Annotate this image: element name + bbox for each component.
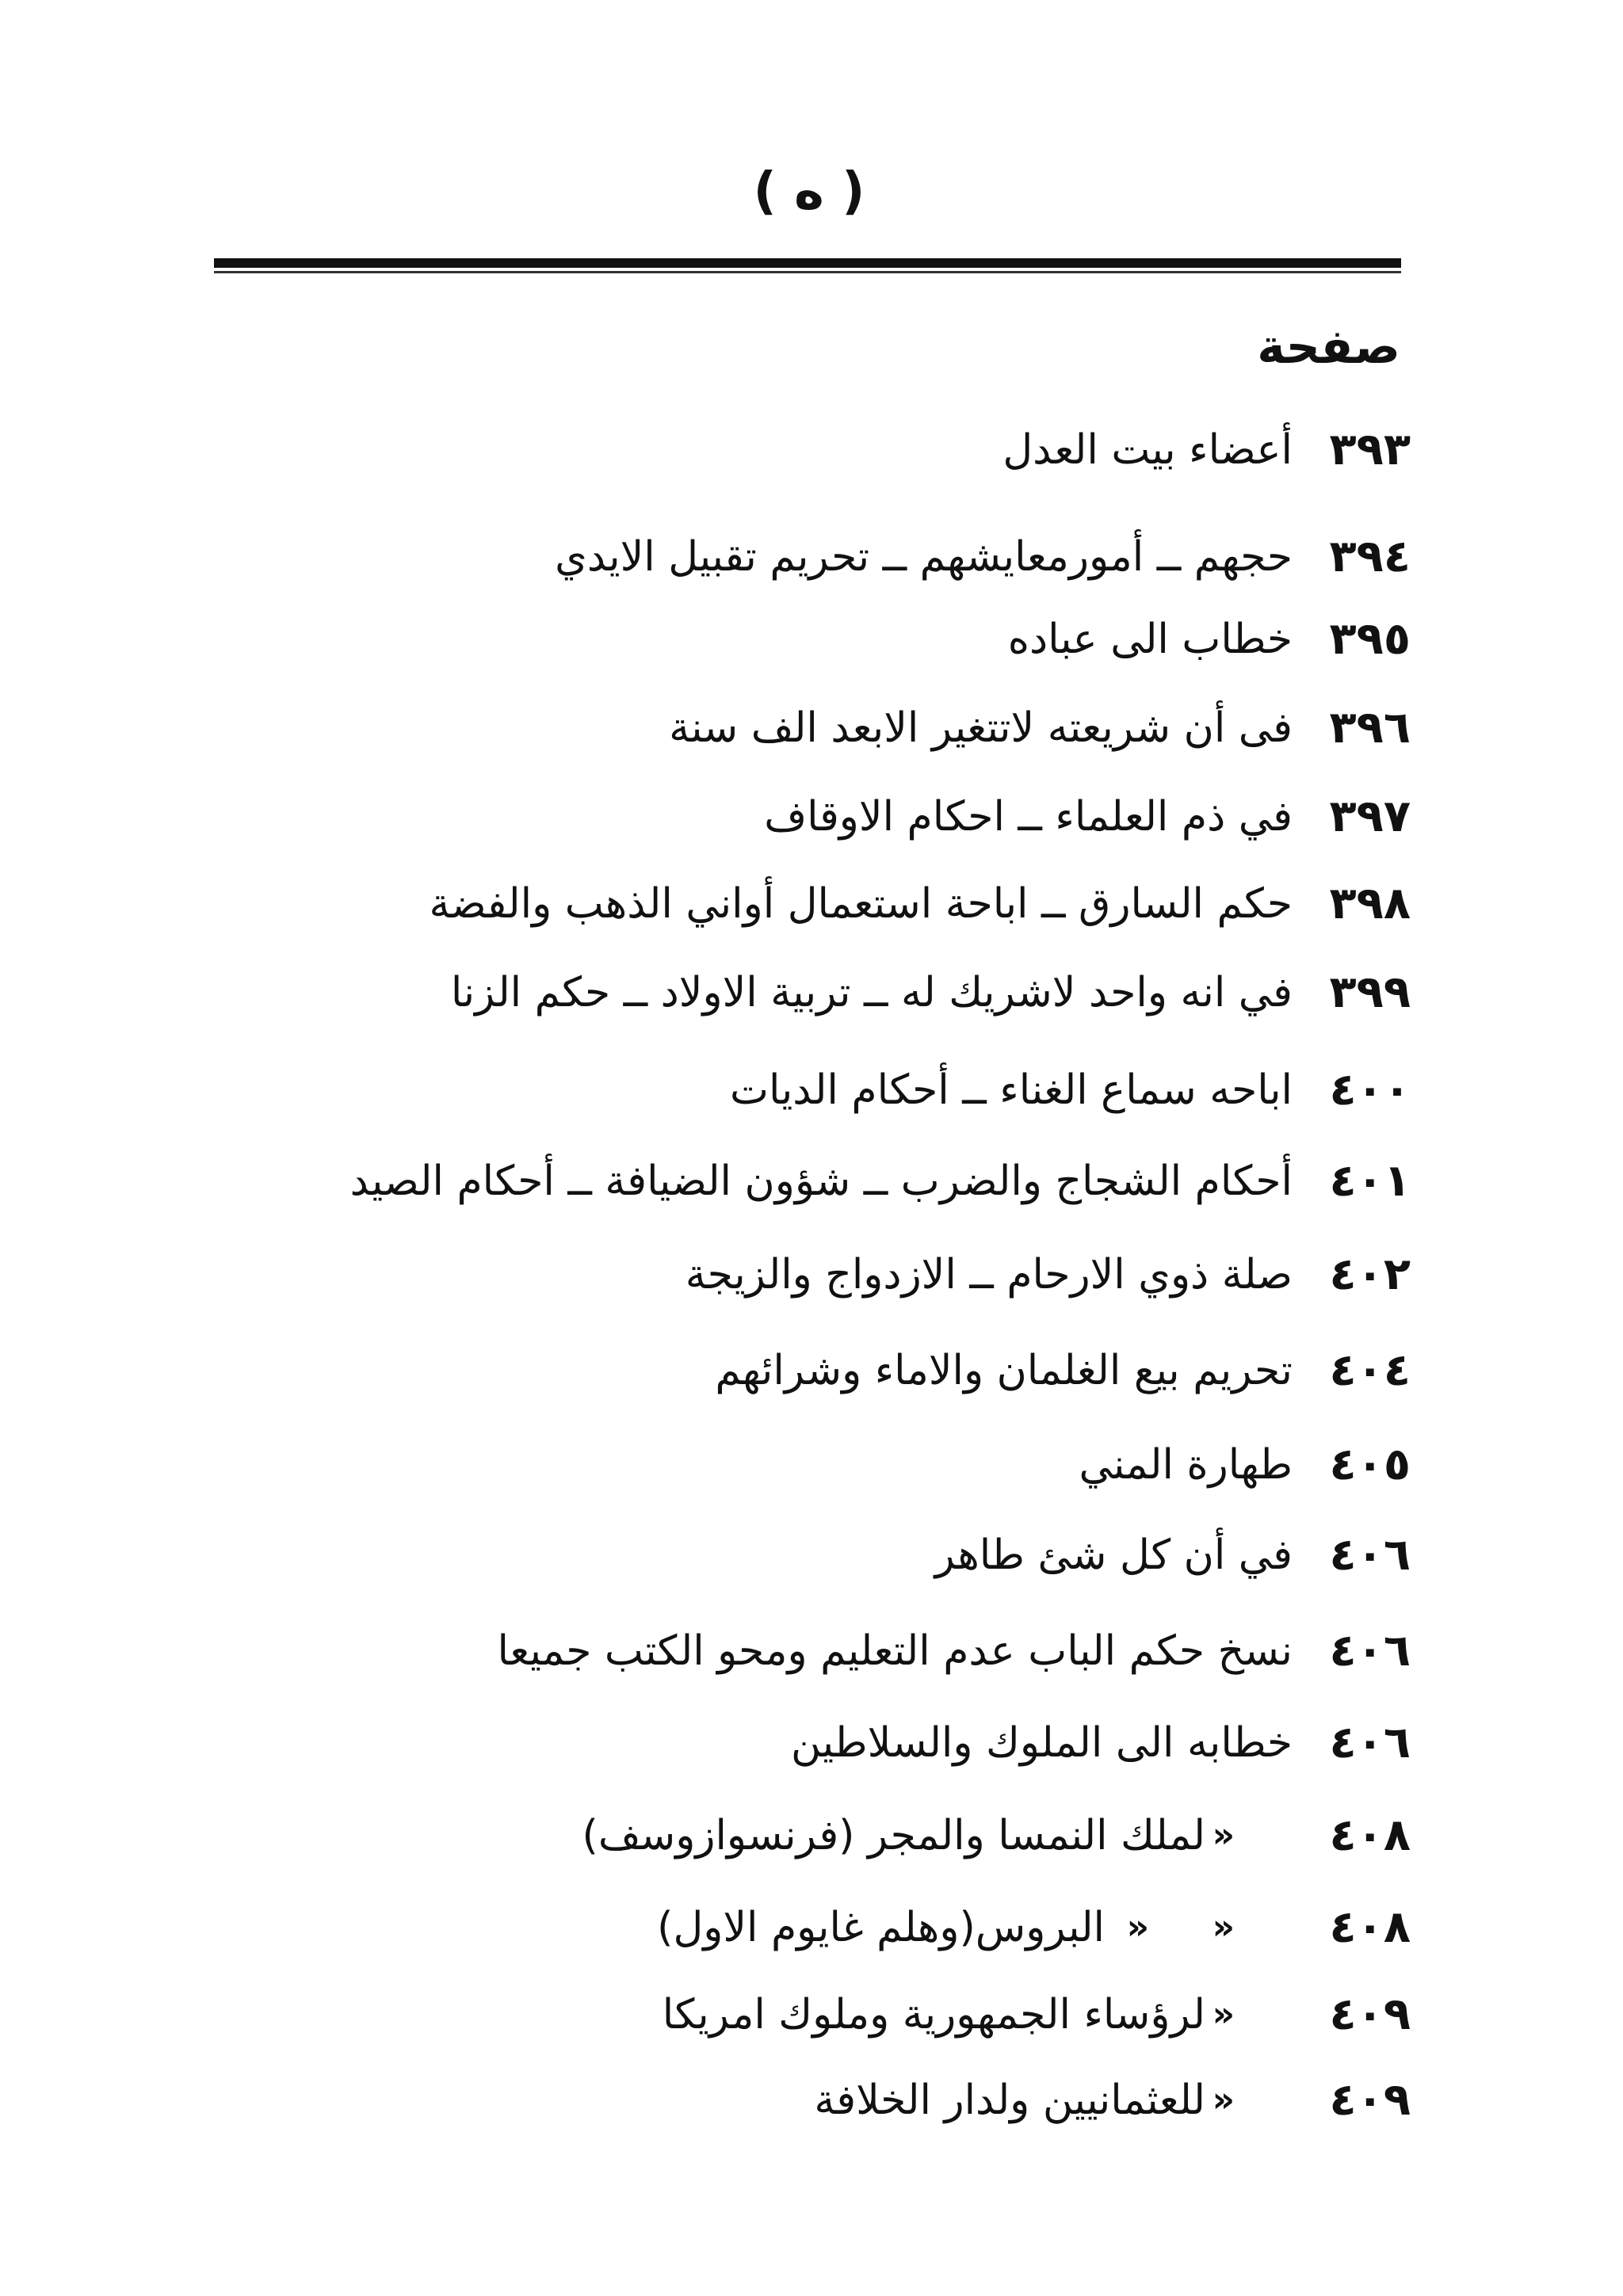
- toc-entry: [0, 1524, 1623, 1587]
- toc-page-number: ٣٩٦: [1329, 702, 1411, 753]
- toc-entry-title: حكم السارق ــ اباحة استعمال أواني الذهب والفضة: [429, 880, 1293, 928]
- toc-page-number: ٣٩٤: [1329, 531, 1411, 582]
- toc-entry: [0, 785, 1623, 849]
- ditto-mark: «: [1212, 1994, 1235, 2035]
- toc-entry-title: لرؤساء الجمهورية وملوك امريكا: [662, 1991, 1205, 2039]
- toc-entry-title: في أن كل شئ طاهر: [934, 1531, 1293, 1579]
- toc-entry-title: تحريم بيع الغلمان والاماء وشرائهم: [715, 1347, 1293, 1394]
- toc-page-number: ٤٠٦: [1329, 1717, 1411, 1768]
- toc-page-number: ٤٠٨: [1329, 1810, 1411, 1861]
- ditto-mark: «: [1126, 1907, 1149, 1947]
- toc-page-number: ٤٠٩: [1329, 1989, 1411, 2040]
- toc-page-number: ٣٩٧: [1329, 791, 1411, 842]
- ditto-mark: «: [1212, 1815, 1235, 1855]
- toc-entry-title: للعثمانيين ولدار الخلافة: [814, 2077, 1205, 2124]
- toc-page-number: ٤٠٦: [1329, 1625, 1411, 1676]
- page-marker: ( ه ): [753, 162, 865, 221]
- toc-entry: [0, 2069, 1623, 2132]
- toc-page-number: ٣٩٣: [1329, 424, 1411, 475]
- toc-entry-title: طهارة المني: [1079, 1441, 1293, 1489]
- toc-page-number: ٤٠٢: [1329, 1249, 1411, 1300]
- toc-entry: [0, 418, 1623, 482]
- toc-entry-title: حجهم ــ أمورمعايشهم ــ تحريم تقبيل الايدي: [555, 533, 1293, 581]
- toc-entry-title: في انه واحد لاشريك له ــ تربية الاولاد ــ حكم الزنا: [450, 969, 1293, 1016]
- toc-entry: [0, 1243, 1623, 1306]
- toc-page-number: ٣٩٩: [1329, 967, 1411, 1018]
- header-rule: [214, 258, 1401, 268]
- toc-entry: [0, 1339, 1623, 1402]
- toc-entry-title: اباحه سماع الغناء ــ أحكام الديات: [730, 1066, 1293, 1114]
- toc-entry-title: البروس(وهلم غايوم الاول): [657, 1904, 1105, 1951]
- toc-entry: [0, 1619, 1623, 1683]
- toc-entry-title: أعضاء بيت العدل: [1002, 426, 1293, 474]
- toc-entry-title: خطاب الى عباده: [1007, 616, 1293, 663]
- toc-entry: [0, 1983, 1623, 2046]
- toc-page-number: ٣٩٨: [1329, 878, 1411, 929]
- ditto-mark: «: [1212, 2080, 1235, 2120]
- toc-entry-title: لملك النمسا والمجر (فرنسوازوسف): [582, 1812, 1205, 1859]
- toc-entry: [0, 696, 1623, 760]
- toc-page-number: ٤٠٩: [1329, 2074, 1411, 2126]
- toc-entry: [0, 1804, 1623, 1867]
- toc-entry: [0, 1058, 1623, 1122]
- toc-entry: [0, 1150, 1623, 1213]
- toc-page-number: ٤٠٤: [1329, 1344, 1411, 1396]
- toc-entry: [0, 608, 1623, 671]
- toc-entry-title: نسخ حكم الباب عدم التعليم ومحو الكتب جميعا: [497, 1627, 1293, 1675]
- toc-page-number: ٤٠١: [1329, 1155, 1411, 1207]
- toc-entry: [0, 1433, 1623, 1497]
- toc-entry-title: فى أن شريعته لاتتغير الابعد الف سنة: [669, 704, 1293, 752]
- toc-entry: [0, 525, 1623, 589]
- toc-page-number: ٤٠٨: [1329, 1901, 1411, 1953]
- toc-entry: [0, 872, 1623, 936]
- toc-page-number: ٤٠٠: [1329, 1064, 1411, 1116]
- toc-entry: [0, 1896, 1623, 1959]
- toc-page-number: ٤٠٥: [1329, 1439, 1411, 1490]
- toc-entry-title: في ذم العلماء ــ احكام الاوقاف: [764, 793, 1293, 841]
- toc-page-number: ٤٠٦: [1329, 1529, 1411, 1581]
- ditto-mark: «: [1212, 1907, 1235, 1947]
- header-rule-thin: [214, 271, 1401, 273]
- toc-entry: [0, 961, 1623, 1024]
- toc-entry-title: صلة ذوي الارحام ــ الازدواج والزيجة: [685, 1251, 1293, 1299]
- toc-page-number: ٣٩٥: [1329, 613, 1411, 665]
- toc-entry-title: أحكام الشجاج والضرب ــ شؤون الضيافة ــ أحكام الصيد: [349, 1158, 1293, 1205]
- toc-entry-title: خطابه الى الملوك والسلاطين: [791, 1719, 1293, 1767]
- toc-entry: [0, 1711, 1623, 1775]
- page-column-heading: صفحة: [1257, 319, 1400, 375]
